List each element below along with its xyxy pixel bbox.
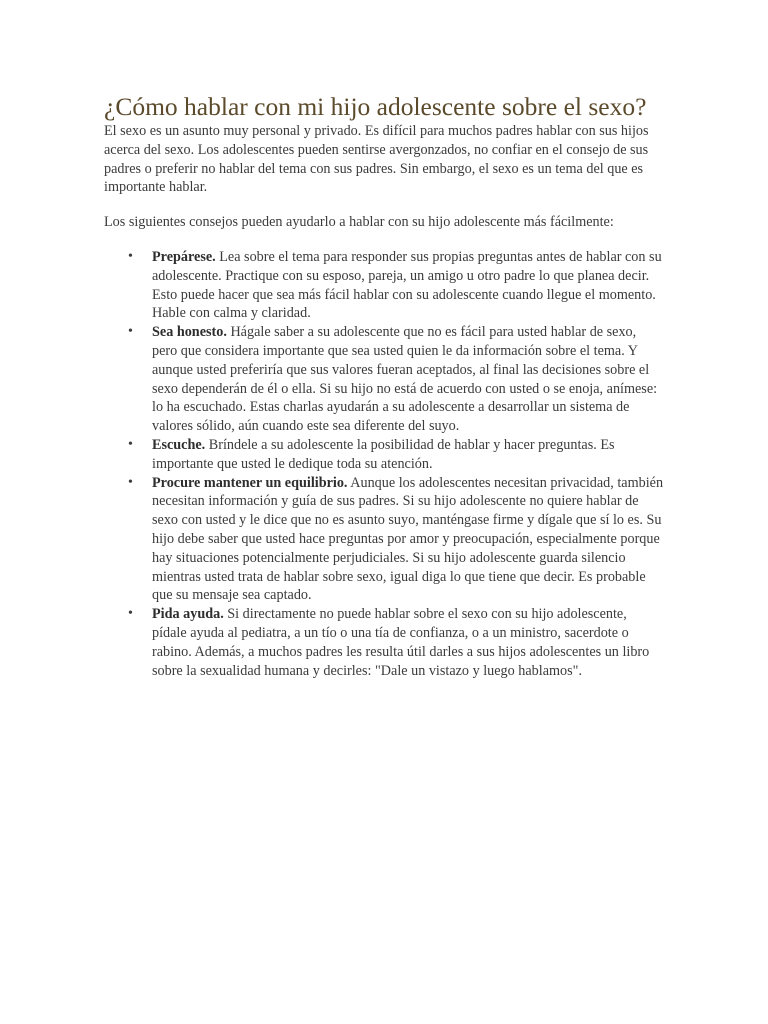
tips-list bbox=[104, 248, 664, 680]
tip-item-balance bbox=[128, 474, 664, 606]
bullet-icon: • bbox=[128, 474, 133, 490]
bullet-icon: • bbox=[128, 324, 133, 340]
tip-item-ask-help bbox=[128, 605, 664, 680]
document-page bbox=[104, 92, 664, 680]
intro-paragraph: El sexo es un asunto muy personal y privado. Es difícil para muchos padres hablar con sus hijos acerca del sexo. Los adolescentes pueden sentirse avergonzados, no confiar en el consejo de sus padres o preferir no hablar del tema con sus padres. Sin embargo, el sexo es un tema del que es importante hablar. bbox=[104, 123, 649, 196]
tip-text: Si directamente no puede hablar sobre el sexo con su hijo adolescente, pídale ayuda al pediatra, a un tío o una tía de confianza, o a un ministro, sacerdote o rabino. Además, a muchos padres les resulta útil darles a sus hijos adolescentes un libro sobre la sexualidad humana y decirles: "Dale un vistazo y luego hablamos". bbox=[152, 606, 650, 679]
bullet-icon: • bbox=[128, 436, 133, 452]
lead-paragraph: Los siguientes consejos pueden ayudarlo a hablar con su hijo adolescente más fácilmente: bbox=[104, 214, 614, 231]
tip-title: Pida ayuda. bbox=[152, 606, 224, 623]
tip-item-listen bbox=[128, 436, 664, 474]
bullet-icon: • bbox=[128, 248, 133, 264]
tip-text: Aunque los adolescentes necesitan privacidad, también necesitan información y guía de sus padres. Si su hijo adolescente no quiere hablar de sexo con usted y le dice que no es asunto suyo, manténgase firme y dígale que sí lo es. Su hijo debe saber que usted hace preguntas por amor y preocupación, especialmente porque hay situaciones potencialmente perjudiciales. Si su hijo adolescente guarda silencio mientras usted trata de hablar sobre sexo, igual diga lo que tiene que decir. Es probable que su mensaje sea captado. bbox=[152, 474, 664, 604]
tip-title: Prepárese. bbox=[152, 248, 216, 265]
page-title: ¿Cómo hablar con mi hijo adolescente sobre el sexo? bbox=[104, 92, 647, 121]
tip-item-honest bbox=[128, 323, 664, 436]
tip-title: Escuche. bbox=[152, 436, 206, 453]
tip-text: Lea sobre el tema para responder sus propias preguntas antes de hablar con su adolescente. Practique con su esposo, pareja, un amigo u otro padre lo que planea decir. Esto puede hacer que sea más fácil hablar con su adolescente cuando llegue el momento. Hable con calma y claridad. bbox=[152, 248, 662, 322]
bullet-icon: • bbox=[128, 606, 133, 622]
tip-title: Procure mantener un equilibrio. bbox=[152, 474, 348, 491]
tip-title: Sea honesto. bbox=[152, 324, 227, 341]
tip-item-prepare bbox=[128, 248, 664, 323]
tip-text: Hágale saber a su adolescente que no es fácil para usted hablar de sexo, pero que considera importante que sea usted quien le da información sobre el tema. Y aunque usted preferiría que sus valores fueran aceptados, al final las decisiones sobre el sexo dependerán de él o ella. Si su hijo no está de acuerdo con usted o se enoja, anímese: lo ha escuchado. Estas charlas ayudarán a su adolescente a desarrollar un sistema de valores sólido, aún cuando este sea diferente del suyo. bbox=[152, 324, 658, 435]
tip-text: Bríndele a su adolescente la posibilidad de hablar y hacer preguntas. Es importante que usted le dedique toda su atención. bbox=[152, 436, 615, 472]
